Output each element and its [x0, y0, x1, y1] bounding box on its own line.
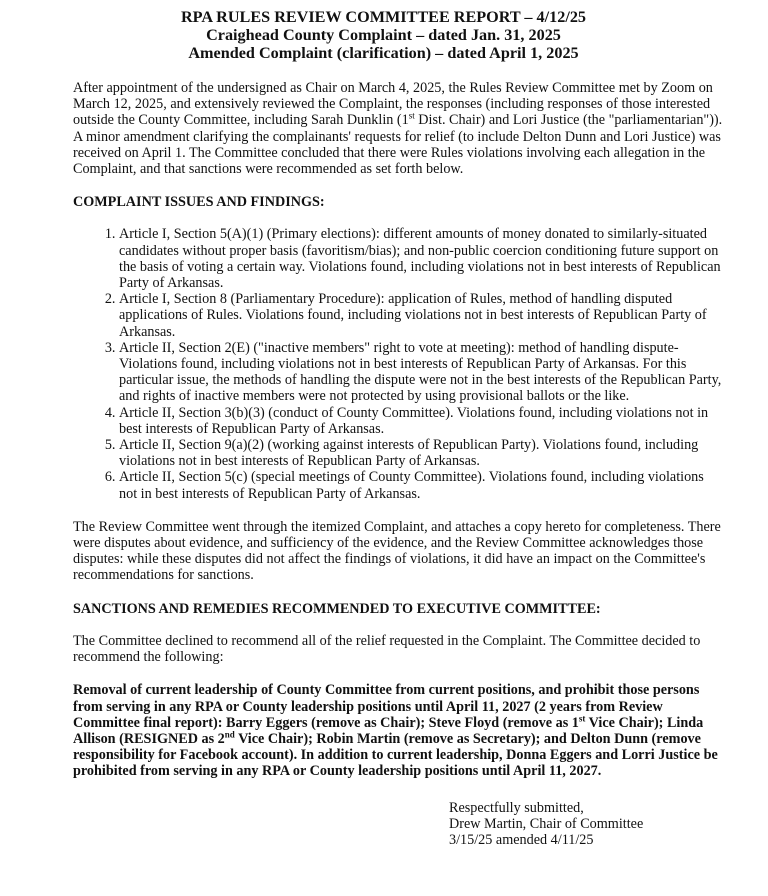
signature-date: 3/15/25 amended 4/11/25 [449, 831, 594, 848]
findings-heading: COMPLAINT ISSUES AND FINDINGS: [73, 194, 325, 211]
recommendation-paragraph [73, 682, 724, 779]
intro-paragraph [73, 80, 724, 177]
intro-text-2: Dist. Chair) and Lori Justice (the "parliamentarian")). A minor amendment clarifying the complainants' requests for relief (to include Delton Dunn and Lori Justice) was received on April 1. The Committee concluded that there were Rules violations involving each allegation in the Complaint, and that sanctions were recommended as set forth below. [73, 112, 723, 178]
recommendation-text-3: Vice Chair); Robin Martin (remove as Secretary); and Delton Dunn (remove responsibility for Facebook account). In addition to current leadership, Donna Eggers and Lorri Justice be prohibited from serving in any RPA or County leadership positions until April 11, 2027. [73, 730, 718, 780]
report-header [43, 8, 724, 62]
signature-block [449, 800, 724, 849]
recommendation-superscript-2: nd [224, 729, 235, 740]
review-paragraph: The Review Committee went through the itemized Complaint, and attaches a copy hereto for completeness. There were disputes about evidence, and sufficiency of the evidence, and the Review Committee acknowledges those disputes: while these disputes did not affect the findings of violations, it did have an impact on the Committee's recommendations for sanctions. [73, 518, 721, 584]
complaint-date-line: Craighead County Complaint – dated Jan. 31, 2025 [206, 26, 561, 44]
signature-closing: Respectfully submitted, [449, 799, 584, 816]
amended-complaint-line: Amended Complaint (clarification) – dated April 1, 2025 [188, 44, 579, 62]
report-title: RPA RULES REVIEW COMMITTEE REPORT – 4/12/25 [180, 8, 587, 26]
findings-list [73, 226, 724, 501]
finding-item: 5. Article II, Section 9(a)(2) (working against interests of Republican Party). Violations found, including violations not in best interests of Republican Party of Arkansas. [119, 437, 724, 469]
decline-paragraph: The Committee declined to recommend all of the relief requested in the Complaint. The Committee decided to recommend the following: [73, 632, 701, 666]
recommendation-superscript-1: st [578, 712, 586, 723]
sanctions-heading: SANCTIONS AND REMEDIES RECOMMENDED TO EXECUTIVE COMMITTEE: [73, 600, 601, 617]
finding-item: 3. Article II, Section 2(E) ("inactive members" right to vote at meeting): method of handling dispute- Violations found, including violations not in best interests of Republican Party of Arkansas. For this particular issue, the methods of handling the dispute were not in the best interests of the Republican Party, and rights of inactive members were not protected by using provisional ballots or the like. [119, 340, 724, 405]
signature-name: Drew Martin, Chair of Committee [449, 815, 644, 832]
intro-superscript: st [408, 110, 415, 121]
recommendation-text-2: Vice Chair); Linda Allison (RESIGNED as 2 [73, 714, 704, 747]
recommendation-text-1: Removal of current leadership of County Committee from current positions, and prohibit those persons from serving in any RPA or County leadership positions until April 11, 2027 (2 years from Review Committee final report): Barry Eggers (remove as Chair); Steve Floyd (remove as 1 [73, 682, 700, 731]
finding-item: 2. Article I, Section 8 (Parliamentary Procedure): application of Rules, method of handling disputed applications of Rules. Violations found, including violations not in best interests of Republican Party of Arkansas. [119, 291, 724, 340]
intro-text-1: After appointment of the undersigned as Chair on March 4, 2025, the Rules Review Committee met by Zoom on March 12, 2025, and extensively reviewed the Complaint, the responses (including responses of those interested outside the County Committee, including Sarah Dunklin (1 [73, 80, 713, 129]
finding-item: 4. Article II, Section 3(b)(3) (conduct of County Committee). Violations found, including violations not in best interests of Republican Party of Arkansas. [119, 405, 724, 437]
finding-item: 6. Article II, Section 5(c) (special meetings of County Committee). Violations found, including violations not in best interests of Republican Party of Arkansas. [119, 469, 724, 501]
finding-item: 1. Article I, Section 5(A)(1) (Primary elections): different amounts of money donated to similarly-situated candidates without proper basis (favoritism/bias); and non-public coercion conditioning future support on the basis of voting a certain way. Violations found, including violations not in best interests of Republican Party of Arkansas. [119, 226, 724, 291]
